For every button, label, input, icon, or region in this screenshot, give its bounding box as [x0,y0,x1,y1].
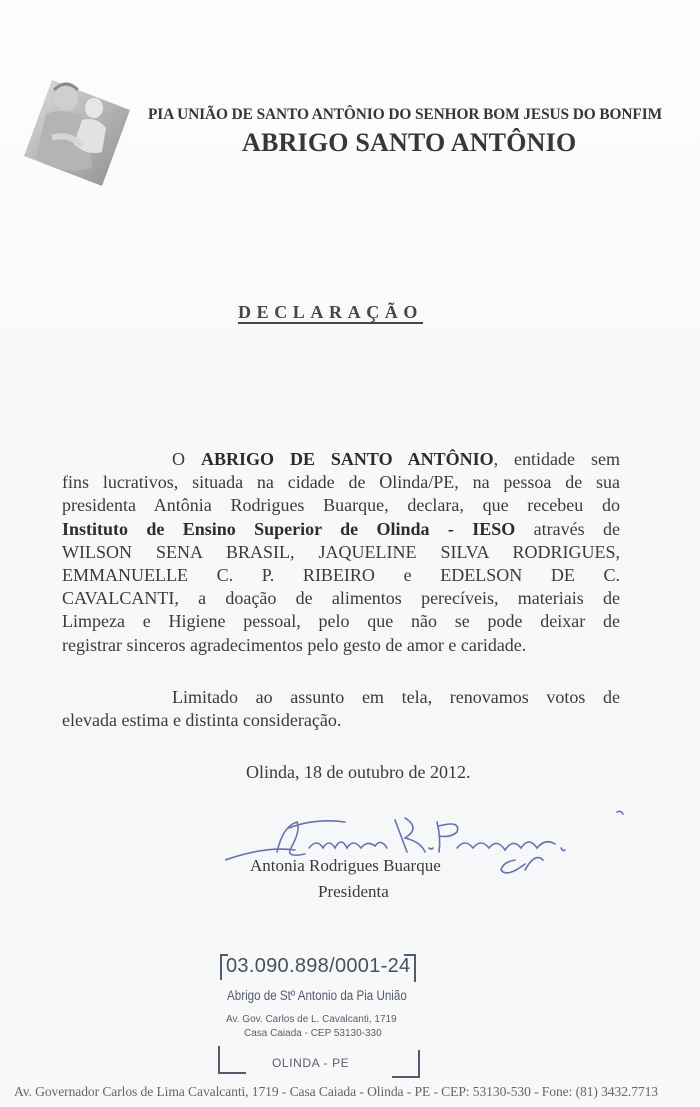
stamp-frame-corner [218,1046,246,1074]
paragraph-line: Limpeza e Higiene pessoal, pelo que não se pode deixar de [62,611,620,632]
institute-name: Instituto de Ensino Superior de Olinda - IESO [62,518,516,539]
paragraph-line: WILSON SENA BRASIL, JAQUELINE SILVA RODRIGUES, [62,541,620,562]
entity-name: ABRIGO DE SANTO ANTÔNIO [200,449,494,469]
organization-name: PIA UNIÃO DE SANTO ANTÔNIO DO SENHOR BOM JESUS DO BONFIM [148,106,663,123]
signer-name: Antonia Rodrigues Buarque [250,856,441,875]
footer-address: Av. Governador Carlos de Lima Cavalcanti, 1719 - Casa Caiada - Olinda - PE - CEP: 53130-530 - Fone: (81) 3432.7713 [14,1084,658,1099]
paragraph-line: O ABRIGO DE SANTO ANTÔNIO, entidade sem [172,449,620,469]
stamp-city: OLINDA - PE [272,1056,350,1070]
institution-title: ABRIGO SANTO ANTÔNIO [242,128,577,157]
declaration-paragraph [62,448,620,657]
paragraph-line: Limitado ao assunto em tela, renovamos votos de [172,687,620,707]
date-line: Olinda, 18 de outubro de 2012. [246,762,471,782]
cnpj-stamp [218,950,418,1080]
paragraph-line: Instituto de Ensino Superior de Olinda - IESO através de [62,518,620,539]
handwritten-signature-icon [225,808,645,888]
paragraph-line: CAVALCANTI, a doação de alimentos perecíveis, materiais de [62,588,620,609]
stamp-cnpj: 03.090.898/0001-24 [226,955,411,977]
stamp-frame-corner [392,1050,420,1078]
paragraph-line: registrar sinceros agradecimentos pelo gesto de amor e caridade. [62,634,527,655]
stamp-address-line-1: Av. Gov. Carlos de L. Cavalcanti, 1719 [226,1014,397,1025]
signer-role: Presidenta [318,882,389,901]
paragraph-line: EMMANUELLE C. P. RIBEIRO e EDELSON DE C. [62,564,620,585]
paragraph-line: presidenta Antônia Rodrigues Buarque, declara, que recebeu do [62,495,620,516]
stamp-entity-name: Abrigo de Stº Antonio da Pia União [227,988,407,1003]
document-title: DECLARAÇÃO [238,302,424,322]
paragraph-line: fins lucrativos, situada na cidade de Olinda/PE, na pessoa de sua [62,472,620,493]
closing-paragraph [62,686,620,732]
stamp-address-line-2: Casa Caiada - CEP 53130-330 [244,1028,382,1039]
paragraph-line: elevada estima e distinta consideração. [62,710,342,731]
